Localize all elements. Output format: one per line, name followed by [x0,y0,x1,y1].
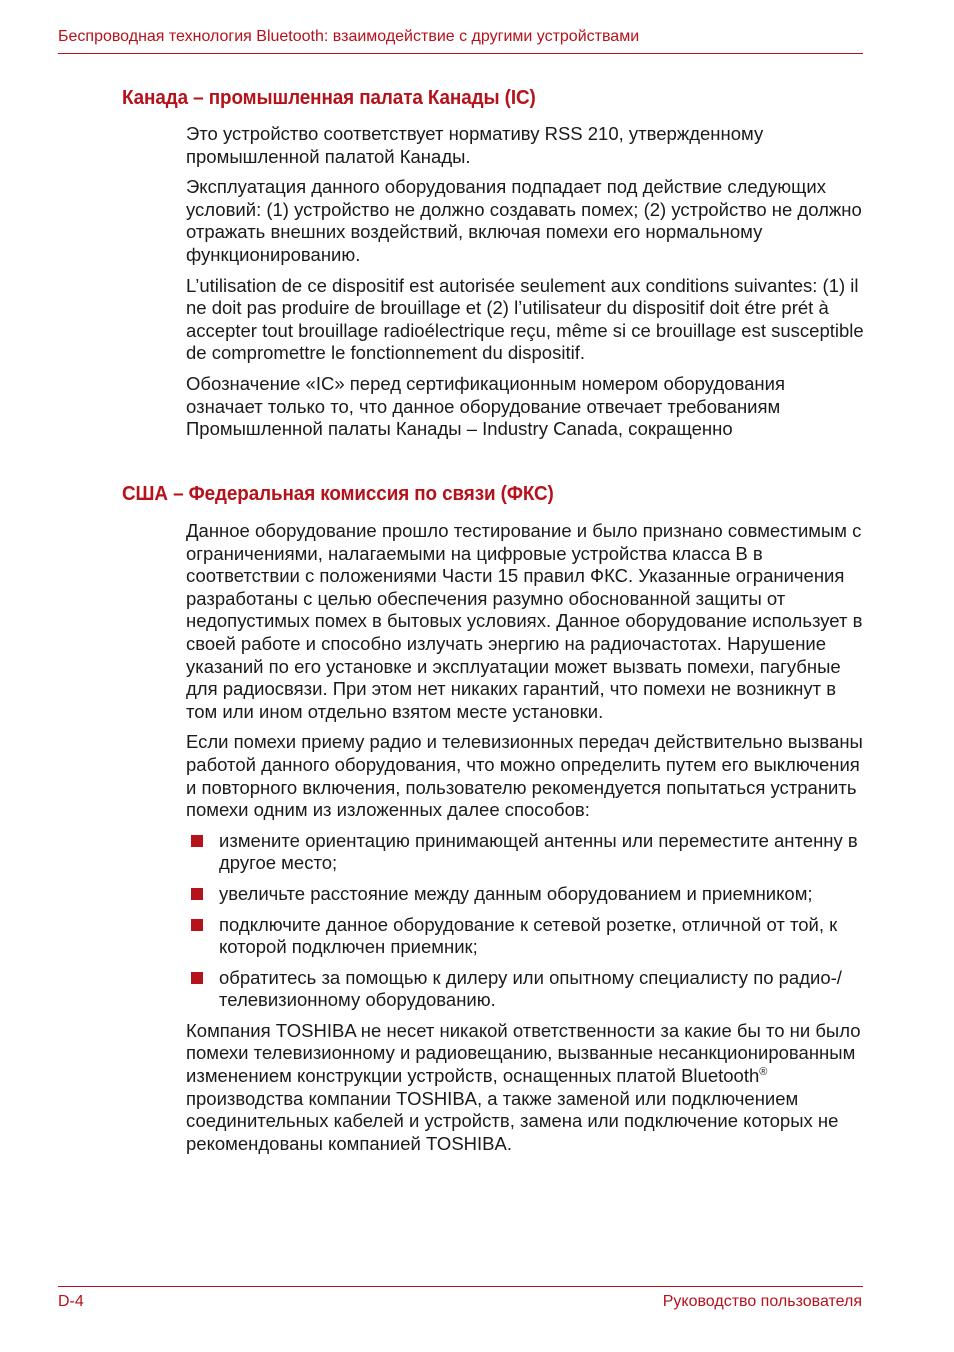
section-body-usa [186,520,866,1163]
header-rule [58,53,863,54]
registered-mark: ® [759,1065,768,1078]
section-heading-canada: Канада – промышленная палата Канады (IC) [122,86,536,109]
paragraph: Это устройство соответствует нормативу RSS 210, утвержденному промышленной палатой Канады. [186,123,764,167]
manual-title: Руководство пользователя [662,1293,862,1310]
paragraph: Данное оборудование прошло тестирование и было признано совместимым с ограничениями, налагаемыми на цифровые устройства класса B в соответствии с положениями Части 15 правил ФКС. Указанные ограничения разработаны с целью обеспечения разумно обоснованной защиты от недопустимых помех в бытовых условиях. Данное оборудование использует в своей работе и способно излучать энергию на радиочастотах. Нарушение указаний по его установке и эксплуатации может вызвать помехи, пагубные для радиосвязи. При этом нет никаких гарантий, что помехи не возникнут в том или ином отдельно взятом месте установки. [186,520,863,722]
list-item [186,883,866,906]
running-header: Беспроводная технология Bluetooth: взаимодействие с другими устройствами [58,28,640,45]
paragraph: Обозначение «IC» перед сертификационным номером оборудования означает только то, что данное оборудование отвечает требованиям Промышленной палаты Канады – Industry Canada, сокращенно [186,372,785,440]
list-item-text: подключите данное оборудование к сетевой розетке, отличной от той, к которой подключен приемник; [219,913,838,958]
bullet-square-icon [191,888,203,900]
section-body-canada [186,123,866,449]
closing-text-end: производства компании TOSHIBA, а также заменой или подключением соединительных кабелей и устройств, замена или подключение которых не рекомендованы компанией TOSHIBA. [186,1087,839,1154]
closing-text-start: Компания TOSHIBA не несет никакой ответственности за какие бы то ни было помехи телевизионному и радиовещанию, вызванные несанкционированным изменением конструкции устройств, оснащенных платой Bluetooth [186,1019,861,1087]
paragraph: Если помехи приему радио и телевизионных передач действительно вызваны работой данного оборудования, что можно определить путем его выключения и повторного включения, пользователю рекомендуется попытаться устранить помехи одним из изложенных далее способов: [186,731,863,821]
bullet-square-icon [191,972,203,984]
list-item-text: обратитесь за помощью к дилеру или опытному специалисту по радио-/телевизионному оборудованию. [219,966,842,1011]
footer-rule [58,1286,863,1287]
paragraph: L’utilisation de ce dispositif est autorisée seulement aux conditions suivantes: (1) il ne doit pas produire de brouillage et (2) l’utilisateur du dispositif doit étre prét à accepter tout brouillage radioélectrique reçu, même si ce brouillage est susceptible de compromettre le fonctionnement du dispositif. [186,274,864,364]
section-heading-usa: США – Федеральная комиссия по связи (ФКС) [122,482,554,505]
bullet-list [186,830,866,1012]
list-item [186,830,866,875]
closing-paragraph [186,1020,866,1156]
list-item [186,967,866,1012]
bullet-square-icon [191,919,203,931]
list-item-text: увеличьте расстояние между данным оборудованием и приемником; [219,882,813,904]
bullet-square-icon [191,835,203,847]
list-item-text: измените ориентацию принимающей антенны или переместите антенну в другое место; [219,829,858,874]
list-item [186,914,866,959]
page-number: D-4 [58,1293,84,1310]
paragraph: Эксплуатация данного оборудования подпадает под действие следующих условий: (1) устройство не должно создавать помех; (2) устройство не должно отражать внешних воздействий, включая помехи его нормальному функционированию. [186,176,862,265]
